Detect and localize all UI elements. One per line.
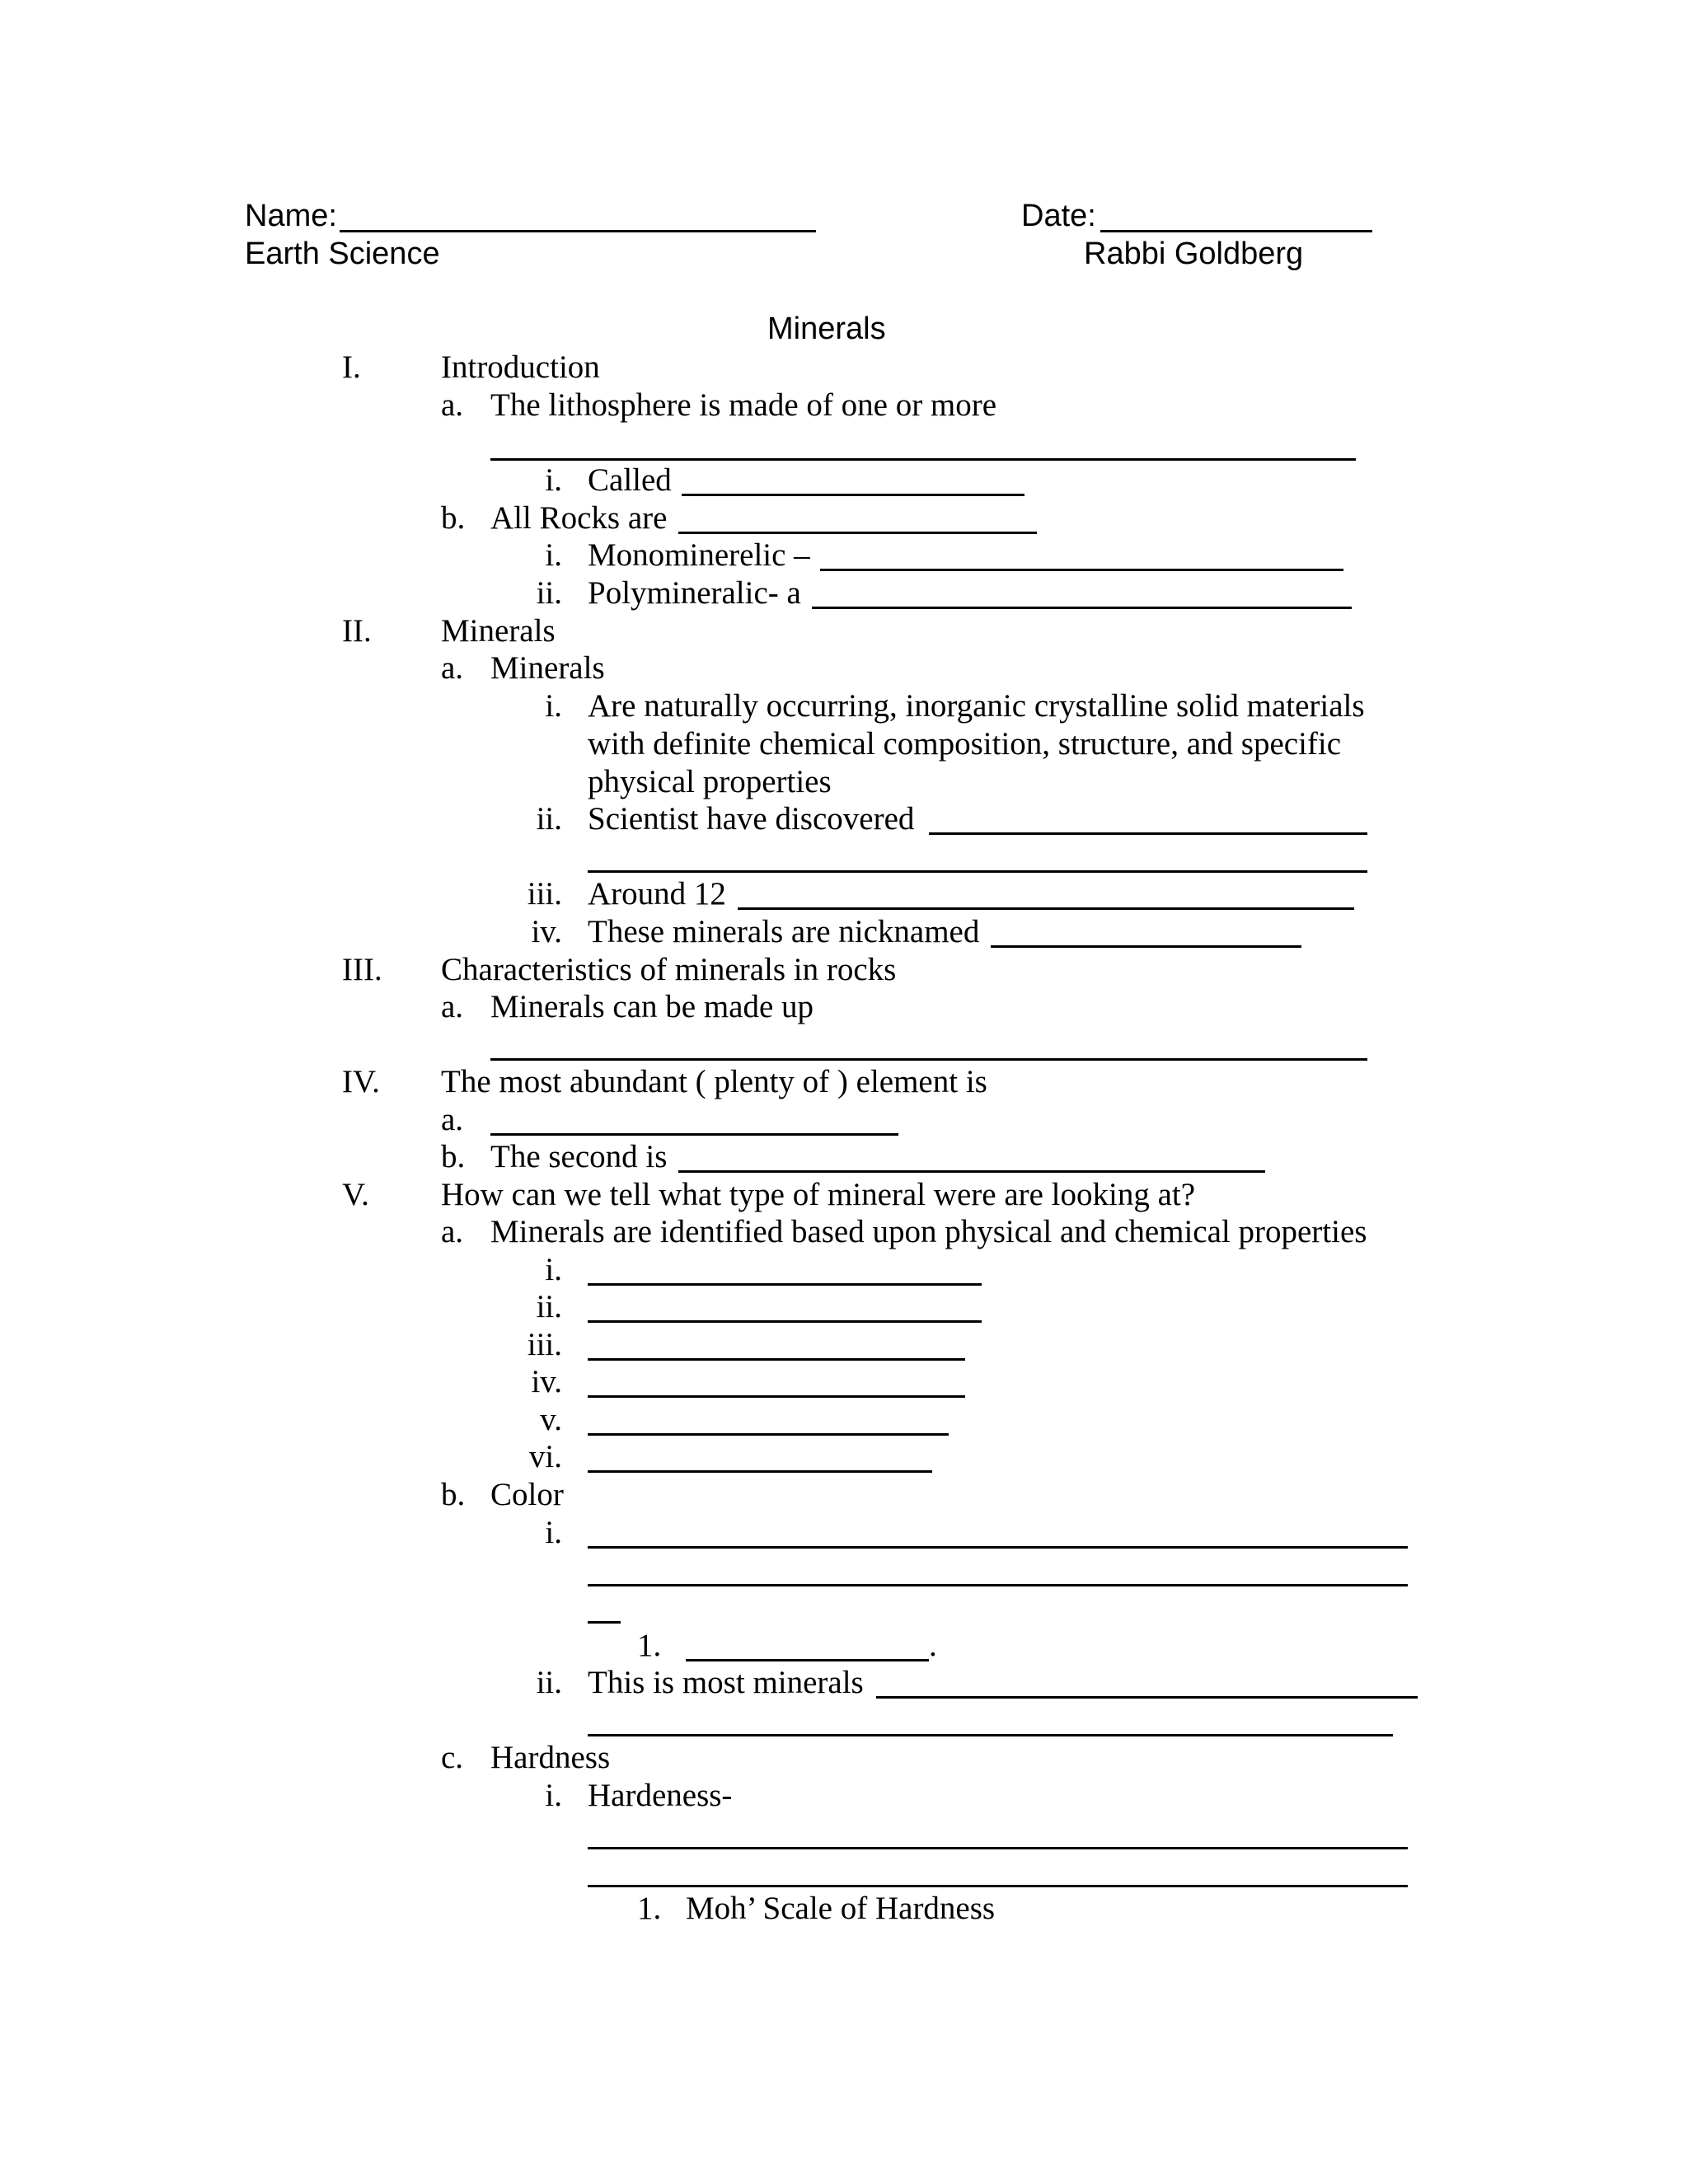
property-1-number: i. [545, 1252, 562, 1287]
item-4a-letter: a. [441, 1102, 464, 1137]
item-2ai-number: i. [545, 688, 562, 724]
blank-2aiii[interactable] [738, 886, 1354, 910]
section-5-title: How can we tell what type of mineral were are looking at? [441, 1177, 1196, 1212]
blank-5bi-line2[interactable] [588, 1563, 1408, 1586]
page-title: Minerals [767, 312, 886, 346]
name-field[interactable] [340, 204, 816, 232]
item-5bi1-period: . [929, 1628, 937, 1663]
item-1bii-text: Polymineralic- a [588, 575, 801, 611]
blank-2aiv[interactable] [991, 924, 1301, 948]
section-1-title: Introduction [441, 349, 600, 385]
teacher-name: Rabbi Goldberg [1084, 237, 1304, 271]
section-2-number: II. [342, 613, 372, 649]
item-1ai-text: Called [588, 462, 672, 498]
blank-1a[interactable] [490, 437, 1356, 461]
item-4b-letter: b. [441, 1139, 466, 1174]
item-2a-text: Minerals [490, 650, 605, 686]
item-2aii-number: ii. [536, 801, 562, 837]
blank-5bii[interactable] [876, 1675, 1418, 1699]
blank-5bi1[interactable] [686, 1638, 929, 1661]
section-3-title: Characteristics of minerals in rocks [441, 952, 897, 987]
date-label: Date: [1021, 199, 1096, 233]
item-5b-text: Color [490, 1477, 564, 1512]
property-4-blank[interactable] [588, 1374, 965, 1398]
blank-5bi-line1[interactable] [588, 1525, 1408, 1549]
item-5ci1-text: Moh’ Scale of Hardness [686, 1891, 996, 1926]
property-4-number: iv. [531, 1364, 562, 1399]
item-3a-letter: a. [441, 989, 464, 1024]
item-5ci-number: i. [545, 1778, 562, 1813]
blank-3a[interactable] [490, 1037, 1367, 1061]
blank-2aii[interactable] [929, 811, 1367, 835]
property-2-number: ii. [536, 1289, 562, 1324]
blank-5bi-line3[interactable] [588, 1600, 621, 1624]
section-1-number: I. [342, 349, 361, 385]
item-5c-letter: c. [441, 1740, 464, 1775]
item-2a-letter: a. [441, 650, 464, 686]
property-3-blank[interactable] [588, 1337, 965, 1361]
property-1-blank[interactable] [588, 1262, 982, 1286]
item-4b-text: The second is [490, 1139, 668, 1174]
item-1bi-number: i. [545, 537, 562, 573]
item-1b-letter: b. [441, 500, 466, 536]
blank-5bii-continued[interactable] [588, 1713, 1393, 1736]
blank-1b[interactable] [678, 510, 1037, 534]
item-2aiii-text: Around 12 [588, 876, 726, 912]
course-name: Earth Science [245, 237, 440, 271]
item-5ci-text: Hardeness- [588, 1778, 733, 1813]
date-field[interactable] [1100, 204, 1372, 232]
item-1b-text: All Rocks are [490, 500, 668, 536]
item-2ai-line3: physical properties [588, 764, 832, 799]
item-1ai-number: i. [545, 462, 562, 498]
section-2-title: Minerals [441, 613, 556, 649]
property-6-number: vi. [528, 1439, 562, 1474]
item-5a-letter: a. [441, 1214, 464, 1249]
property-5-number: v. [540, 1402, 562, 1437]
blank-1bii[interactable] [812, 585, 1352, 609]
item-5bii-text: This is most minerals [588, 1665, 864, 1700]
item-1bii-number: ii. [536, 575, 562, 611]
item-5a-text: Minerals are identified based upon physical and chemical properties [490, 1214, 1367, 1249]
blank-4a[interactable] [490, 1112, 898, 1136]
blank-2aii-continued[interactable] [588, 849, 1367, 873]
item-1bi-text: Monominerelic – [588, 537, 810, 573]
blank-5ci-line1[interactable] [588, 1825, 1408, 1849]
blank-1bi[interactable] [820, 547, 1343, 571]
item-5c-text: Hardness [490, 1740, 611, 1775]
property-5-blank[interactable] [588, 1412, 949, 1436]
item-5ci1-number: 1. [637, 1891, 662, 1926]
item-3a-text: Minerals can be made up [490, 989, 814, 1024]
item-2aii-text: Scientist have discovered [588, 801, 915, 837]
item-2ai-line2: with definite chemical composition, structure, and specific [588, 726, 1342, 762]
item-2ai-line1: Are naturally occurring, inorganic crystalline solid materials [588, 688, 1365, 724]
item-2aiv-number: iv. [531, 914, 562, 949]
item-1a-text: The lithosphere is made of one or more [490, 387, 997, 423]
section-4-number: IV. [342, 1064, 380, 1099]
item-1a-letter: a. [441, 387, 464, 423]
section-4-title: The most abundant ( plenty of ) element is [441, 1064, 987, 1099]
blank-5ci-line2[interactable] [588, 1863, 1408, 1887]
property-2-blank[interactable] [588, 1299, 982, 1323]
section-3-number: III. [342, 952, 382, 987]
item-5bi-number: i. [545, 1515, 562, 1550]
blank-1ai[interactable] [682, 472, 1025, 496]
item-2aiii-number: iii. [527, 876, 562, 912]
name-label: Name: [245, 199, 337, 233]
item-5bii-number: ii. [536, 1665, 562, 1700]
blank-4b[interactable] [678, 1149, 1265, 1173]
property-3-number: iii. [527, 1327, 562, 1362]
property-6-blank[interactable] [588, 1449, 932, 1473]
item-5bi1-number: 1. [637, 1628, 662, 1663]
section-5-number: V. [342, 1177, 369, 1212]
item-2aiv-text: These minerals are nicknamed [588, 914, 980, 949]
item-5b-letter: b. [441, 1477, 466, 1512]
